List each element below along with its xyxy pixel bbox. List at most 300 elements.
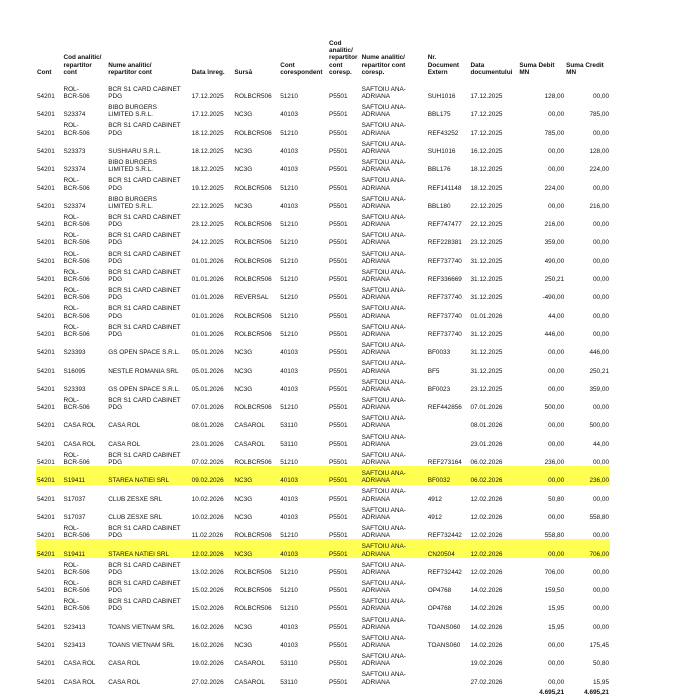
cell-nr-document: REF737740 xyxy=(427,294,462,302)
cell-cont: 54201 xyxy=(36,466,62,484)
cell-data-document: 22.12.2025 xyxy=(470,221,503,229)
cell-suma-debit: 00,00 xyxy=(548,147,565,155)
cell-suma-credit: 00,00 xyxy=(593,330,609,338)
cell-nume-coresp: SAFTOIU ANA- ADRIANA xyxy=(361,579,406,595)
cell-suma-debit: 00,00 xyxy=(548,440,565,448)
cell-cod-coresp: P5501 xyxy=(329,312,348,320)
cell-cont: 54201 xyxy=(37,239,55,247)
cell-data-document: 22.12.2025 xyxy=(470,202,503,210)
cell-sursa: CASAROL xyxy=(234,440,265,448)
cell-nume-coresp: SAFTOIU ANA- ADRIANA xyxy=(361,213,406,229)
cell-cont-corespondent: 51210 xyxy=(280,312,298,320)
cell-cont-corespondent: 40103 xyxy=(279,466,328,484)
cell-suma-debit: 00,00 xyxy=(548,660,565,668)
cell-nume-coresp: SAFTOIU ANA- ADRIANA xyxy=(361,451,406,467)
cell-data-inreg: 23.12.2025 xyxy=(191,221,224,229)
cell-sursa: NC3G xyxy=(234,623,253,631)
cell-nr-document xyxy=(427,668,470,686)
cell-suma-credit: 00,00 xyxy=(593,495,609,503)
cell-cont: 54201 xyxy=(37,513,55,521)
cell-nume-analitic: CLUB ZESXE SRL xyxy=(108,495,163,503)
table-row xyxy=(36,430,610,448)
cell-suma-credit: 500,00 xyxy=(589,422,609,430)
cell-cod-analitic: ROL- BCR-506 xyxy=(63,287,90,302)
cell-sursa: ROLBCR506 xyxy=(234,93,272,101)
cell-nr-document: SUH1016 xyxy=(427,147,456,155)
cell-cont: 54201 xyxy=(37,367,55,375)
cell-data-inreg: 16.02.2026 xyxy=(191,642,224,649)
cell-data-document: 12.02.2026 xyxy=(470,513,503,521)
cell-data-inreg: 05.01.2026 xyxy=(191,385,224,393)
cell-sursa: ROLBCR506 xyxy=(234,312,272,320)
cell-nume-coresp: SAFTOIU ANA- ADRIANA xyxy=(361,342,406,357)
cell-cod-coresp: P5501 xyxy=(329,385,348,393)
cell-cont-corespondent: 51210 xyxy=(280,568,298,576)
cell-cont: 54201 xyxy=(37,276,55,284)
total-debit: 4.695,21 xyxy=(539,688,565,696)
cell-suma-debit: -490,00 xyxy=(542,294,565,302)
cell-suma-credit: 236,00 xyxy=(565,466,610,484)
cell-suma-debit: 250,21 xyxy=(544,276,565,284)
cell-data-document: 31.12.2025 xyxy=(470,367,503,375)
cell-sursa: ROLBCR506 xyxy=(234,330,272,338)
cell-data-document: 17.12.2025 xyxy=(470,111,503,119)
cell-sursa: NC3G xyxy=(234,367,253,375)
cell-suma-credit: 359,00 xyxy=(589,385,609,393)
cell-cont: 54201 xyxy=(37,568,55,576)
cell-data-document: 23.12.2025 xyxy=(470,385,503,393)
cell-cont: 54201 xyxy=(37,678,55,686)
cell-suma-debit: 558,80 xyxy=(544,532,565,540)
cell-nume-analitic: NESTLE ROMANIA SRL xyxy=(108,367,179,375)
cell-data-inreg: 01.01.2026 xyxy=(191,294,224,302)
table-row xyxy=(36,356,610,374)
cell-data-inreg: 07.02.2026 xyxy=(191,459,224,467)
cell-data-inreg: 05.01.2026 xyxy=(191,367,224,375)
cell-nume-analitic: TOANS VIETNAM SRL xyxy=(108,623,175,631)
cell-suma-credit: 00,00 xyxy=(593,184,609,192)
cell-nume-coresp: SAFTOIU ANA- ADRIANA xyxy=(361,466,427,484)
table-row xyxy=(36,265,610,283)
cell-cod-coresp: P5501 xyxy=(329,276,348,284)
cell-suma-debit: 785,00 xyxy=(544,129,565,137)
cell-cod-analitic: ROL- BCR-506 xyxy=(63,305,90,320)
cell-suma-debit: 236,00 xyxy=(544,459,565,467)
cell-cont: 54201 xyxy=(37,166,55,174)
header-nume-analitic: Nume analitic/ repartitor cont xyxy=(108,61,152,76)
cell-data-inreg: 10.02.2026 xyxy=(191,513,224,521)
table-row xyxy=(36,283,610,301)
cell-nume-coresp: SAFTOIU ANA- ADRIANA xyxy=(361,268,406,284)
cell-cont-corespondent: 53110 xyxy=(280,422,298,430)
cell-cont-corespondent: 51210 xyxy=(280,459,298,467)
cell-suma-debit: 500,00 xyxy=(544,404,565,412)
cell-suma-credit: 128,00 xyxy=(589,147,609,155)
cell-cont: 54201 xyxy=(37,202,55,210)
header-cont-corespondent: Cont corespondent xyxy=(280,61,323,76)
cell-data-inreg: 16.02.2026 xyxy=(191,623,224,631)
cell-suma-debit: 00,00 xyxy=(518,466,565,484)
cell-cod-analitic: S23374 xyxy=(63,111,86,119)
cell-cod-coresp: P5501 xyxy=(329,678,348,686)
cell-suma-credit: 224,00 xyxy=(589,166,609,174)
cell-data-inreg: 18.12.2025 xyxy=(191,129,224,137)
cell-cont: 54201 xyxy=(37,422,55,430)
cell-cont-corespondent: 40103 xyxy=(280,385,298,393)
total-credit: 4.695,21 xyxy=(584,688,609,696)
cell-data-inreg: 22.12.2025 xyxy=(191,202,224,210)
cell-nr-document: 4912 xyxy=(427,513,442,521)
cell-nr-document: REF141148 xyxy=(427,184,462,192)
cell-data-document: 31.12.2025 xyxy=(470,276,503,284)
cell-sursa: NC3G xyxy=(234,495,253,503)
cell-data-inreg: 27.02.2026 xyxy=(191,678,224,686)
cell-suma-debit: 00,00 xyxy=(548,202,565,210)
cell-data-inreg: 05.01.2026 xyxy=(191,349,224,357)
cell-cod-coresp: P5501 xyxy=(328,466,361,484)
table-row xyxy=(36,119,610,137)
cell-cont-corespondent: 51210 xyxy=(280,129,298,137)
cell-nume-coresp: SAFTOIU ANA- ADRIANA xyxy=(361,323,406,338)
cell-data-document: 27.02.2026 xyxy=(470,678,503,686)
table-row xyxy=(36,210,610,228)
cell-sursa: ROLBCR506 xyxy=(234,605,272,613)
cell-nume-coresp: SAFTOIU ANA- ADRIANA xyxy=(361,634,406,649)
cell-nume-analitic: GS OPEN SPACE S.R.L. xyxy=(108,349,180,357)
cell-data-document: 17.12.2025 xyxy=(470,93,503,101)
cell-cont: 54201 xyxy=(37,623,55,631)
cell-nr-document: TOANS060 xyxy=(427,642,461,649)
cell-data-inreg: 17.12.2025 xyxy=(191,93,224,101)
cell-suma-credit: 00,00 xyxy=(593,129,609,137)
cell-cod-coresp: P5501 xyxy=(329,129,348,137)
cell-cod-analitic: S23413 xyxy=(63,642,86,649)
table-row xyxy=(36,558,610,576)
table-row xyxy=(36,247,610,265)
cell-nume-coresp: SAFTOIU ANA- ADRIANA xyxy=(361,539,427,557)
cell-cont-corespondent: 51210 xyxy=(280,257,298,265)
table-row xyxy=(36,539,610,557)
cell-nr-document: REF732442 xyxy=(427,532,462,540)
table-row xyxy=(36,338,610,356)
cell-data-document: 31.12.2025 xyxy=(470,330,503,338)
cell-cont-corespondent: 51210 xyxy=(280,221,298,229)
cell-sursa: NC3G xyxy=(234,349,253,357)
cell-suma-debit: 706,00 xyxy=(544,568,565,576)
cell-data-document: 23.12.2025 xyxy=(470,239,503,247)
cell-nume-analitic: BIBO BURGERS LIMITED S.R.L. xyxy=(108,104,157,119)
cell-sursa: ROLBCR506 xyxy=(234,459,272,467)
cell-suma-credit: 00,00 xyxy=(593,587,609,595)
header-data-inreg: Data înreg. xyxy=(191,68,225,76)
cell-nume-analitic: BCR S1 CARD CABINET PDG xyxy=(108,598,181,613)
cell-nume-analitic: BCR S1 CARD CABINET PDG xyxy=(108,177,181,192)
cell-cont-corespondent: 51210 xyxy=(280,276,298,284)
cell-sursa: ROLBCR506 xyxy=(234,221,272,229)
cell-data-inreg: 11.02.2026 xyxy=(191,532,224,540)
cell-cont-corespondent: 53110 xyxy=(280,440,298,448)
cell-cod-coresp: P5501 xyxy=(329,404,348,412)
cell-sursa: ROLBCR506 xyxy=(234,257,272,265)
cell-data-inreg: 01.01.2026 xyxy=(191,257,224,265)
cell-suma-credit: 00,00 xyxy=(593,532,609,540)
cell-nume-analitic: CASA ROL xyxy=(108,422,141,430)
cell-nume-analitic: BCR S1 CARD CABINET PDG xyxy=(108,451,181,467)
cell-suma-credit: 00,00 xyxy=(593,257,609,265)
cell-data-inreg: 01.01.2026 xyxy=(191,330,224,338)
table-row xyxy=(36,448,610,466)
ledger-table xyxy=(36,24,610,696)
cell-nume-coresp: SAFTOIU ANA- ADRIANA xyxy=(361,488,406,503)
cell-cont: 54201 xyxy=(36,539,62,557)
cell-nume-analitic: BCR S1 CARD CABINET PDG xyxy=(108,287,181,302)
cell-nr-document xyxy=(427,411,470,429)
cell-cont: 54201 xyxy=(37,111,55,119)
cell-nr-document: REF273164 xyxy=(427,459,462,467)
cell-cod-analitic: ROL- BCR-506 xyxy=(63,213,90,229)
cell-suma-debit: 00,00 xyxy=(518,539,565,557)
table-row xyxy=(36,137,610,155)
cell-sursa: ROLBCR506 xyxy=(234,129,272,137)
cell-nume-coresp: SAFTOIU ANA- ADRIANA xyxy=(361,561,406,576)
cell-suma-debit: 15,95 xyxy=(548,623,565,631)
cell-cod-analitic: ROL- BCR-506 xyxy=(63,451,90,467)
cell-cod-analitic: S23393 xyxy=(63,385,86,393)
cell-nume-coresp: SAFTOIU ANA- ADRIANA xyxy=(361,671,406,686)
cell-nume-analitic: BIBO BURGERS LIMITED S.R.L. xyxy=(108,159,157,174)
cell-suma-credit: 44,00 xyxy=(593,440,609,448)
cell-cont: 54201 xyxy=(37,459,55,467)
cell-suma-debit: 490,00 xyxy=(544,257,565,265)
cell-nume-coresp: SAFTOIU ANA- ADRIANA xyxy=(361,616,406,631)
cell-nume-analitic: BCR S1 CARD CABINET PDG xyxy=(108,561,181,576)
table-row xyxy=(36,594,610,612)
cell-cod-analitic: S19411 xyxy=(62,466,107,484)
table-row xyxy=(36,155,610,173)
cell-sursa: ROLBCR506 xyxy=(234,587,272,595)
header-cont: Cont xyxy=(37,68,52,76)
cell-cod-coresp: P5501 xyxy=(329,587,348,595)
cell-nume-analitic: BCR S1 CARD CABINET PDG xyxy=(108,525,181,540)
cell-cod-coresp: P5501 xyxy=(329,93,348,101)
cell-sursa: ROLBCR506 xyxy=(234,532,272,540)
cell-nr-document: CN20504 xyxy=(427,539,470,557)
cell-nume-analitic: BCR S1 CARD CABINET PDG xyxy=(108,305,181,320)
cell-cont-corespondent: 40103 xyxy=(280,147,298,155)
cell-data-document: 31.12.2025 xyxy=(470,257,503,265)
cell-nr-document: REF737740 xyxy=(427,257,462,265)
cell-cod-analitic: CASA ROL xyxy=(63,678,96,686)
cell-data-inreg: 17.12.2025 xyxy=(191,111,224,119)
cell-data-document: 14.02.2026 xyxy=(470,642,503,649)
cell-data-inreg: 23.01.2026 xyxy=(191,440,224,448)
cell-data-inreg: 18.12.2025 xyxy=(191,147,224,155)
cell-suma-credit: 00,00 xyxy=(593,239,609,247)
cell-cont: 54201 xyxy=(37,349,55,357)
cell-cod-coresp: P5501 xyxy=(329,111,348,119)
header-sursa: Sursă xyxy=(234,68,253,76)
cell-cont: 54201 xyxy=(37,294,55,302)
cell-nume-coresp: SAFTOIU ANA- ADRIANA xyxy=(361,378,406,393)
cell-suma-credit: 216,00 xyxy=(589,202,609,210)
cell-cod-analitic: CASA ROL xyxy=(63,660,96,668)
cell-sursa: ROLBCR506 xyxy=(234,404,272,412)
cell-cont: 54201 xyxy=(37,404,55,412)
cell-suma-debit: 00,00 xyxy=(548,349,565,357)
cell-nume-analitic: BCR S1 CARD CABINET PDG xyxy=(108,85,181,101)
cell-suma-credit: 00,00 xyxy=(593,93,609,101)
table-row xyxy=(36,613,610,631)
cell-cont-corespondent: 51210 xyxy=(280,93,298,101)
cell-data-inreg: 08.01.2026 xyxy=(191,422,224,430)
table-row xyxy=(36,100,610,118)
header-nume-analitic-coresp: Nume analitic/ repartitor cont coresp. xyxy=(361,54,406,76)
cell-cod-coresp: P5501 xyxy=(329,459,348,467)
cell-cod-analitic: S23374 xyxy=(63,166,86,174)
cell-cod-coresp: P5501 xyxy=(329,642,348,649)
cell-nume-coresp: SAFTOIU ANA- ADRIANA xyxy=(361,525,406,540)
cell-cont-corespondent: 40103 xyxy=(280,623,298,631)
cell-nr-document: REF732442 xyxy=(427,568,462,576)
cell-cont-corespondent: 51210 xyxy=(280,184,298,192)
cell-cont: 54201 xyxy=(37,605,55,613)
table-row xyxy=(36,82,610,100)
cell-cod-coresp: P5501 xyxy=(329,294,348,302)
cell-nr-document: REF228381 xyxy=(427,239,462,247)
cell-cod-coresp: P5501 xyxy=(329,532,348,540)
cell-data-document: 17.12.2025 xyxy=(470,129,503,137)
cell-cod-analitic: ROL- BCR-506 xyxy=(63,561,90,576)
cell-suma-credit: 00,00 xyxy=(593,568,609,576)
cell-sursa: NC3G xyxy=(234,166,253,174)
table-row xyxy=(36,649,610,667)
cell-nume-coresp: SAFTOIU ANA- ADRIANA xyxy=(361,396,406,412)
cell-nume-coresp: SAFTOIU ANA- ADRIANA xyxy=(361,177,406,192)
cell-cont: 54201 xyxy=(37,221,55,229)
cell-nr-document: REF336669 xyxy=(427,276,462,284)
cell-cod-coresp: P5501 xyxy=(329,568,348,576)
cell-cont-corespondent: 51210 xyxy=(280,404,298,412)
cell-data-inreg: 13.02.2026 xyxy=(191,568,224,576)
cell-nr-document: BF0032 xyxy=(427,466,470,484)
cell-cod-analitic: ROL- BCR-506 xyxy=(63,598,90,613)
cell-cod-analitic: ROL- BCR-506 xyxy=(63,122,90,137)
cell-cod-analitic: ROL- BCR-506 xyxy=(63,396,90,412)
cell-cod-coresp: P5501 xyxy=(329,257,348,265)
cell-nr-document: 4912 xyxy=(427,495,442,503)
cell-cont: 54201 xyxy=(37,495,55,503)
cell-suma-credit: 00,00 xyxy=(593,404,609,412)
cell-nume-analitic: STAREA NATIEI SRL xyxy=(107,539,190,557)
cell-suma-credit: 250,21 xyxy=(589,367,609,375)
table-row xyxy=(36,320,610,338)
cell-sursa: NC3G xyxy=(234,111,253,119)
header-nr-document: Nr. Document Extern xyxy=(427,54,459,76)
cell-cod-coresp: P5501 xyxy=(329,239,348,247)
cell-cod-coresp: P5501 xyxy=(329,513,348,521)
cell-cod-coresp: P5501 xyxy=(329,440,348,448)
cell-cont-corespondent: 53110 xyxy=(280,678,298,686)
cell-cont-corespondent: 53110 xyxy=(280,660,298,668)
cell-data-document: 12.02.2026 xyxy=(470,495,503,503)
cell-suma-credit: 00,00 xyxy=(593,276,609,284)
cell-cont-corespondent: 40103 xyxy=(280,513,298,521)
cell-cont: 54201 xyxy=(37,532,55,540)
cell-nume-coresp: SAFTOIU ANA- ADRIANA xyxy=(361,506,406,521)
cell-cod-coresp: P5501 xyxy=(329,202,348,210)
cell-suma-debit: 15,95 xyxy=(548,605,565,613)
cell-nume-analitic: CASA ROL xyxy=(108,440,141,448)
table-row xyxy=(36,466,610,484)
cell-cod-analitic: S16095 xyxy=(63,367,86,375)
cell-nume-coresp: SAFTOIU ANA- ADRIANA xyxy=(361,159,406,174)
cell-cont: 54201 xyxy=(37,129,55,137)
cell-data-document: 12.02.2026 xyxy=(470,532,503,540)
cell-nume-analitic: BCR S1 CARD CABINET PDG xyxy=(108,122,181,137)
table-row xyxy=(36,503,610,521)
cell-cod-coresp: P5501 xyxy=(329,422,348,430)
cell-nume-coresp: SAFTOIU ANA- ADRIANA xyxy=(361,653,406,668)
cell-suma-credit: 706,00 xyxy=(565,539,610,557)
cell-nume-coresp: SAFTOIU ANA- ADRIANA xyxy=(361,360,406,375)
cell-nume-analitic: BIBO BURGERS LIMITED S.R.L. xyxy=(108,195,157,210)
cell-cod-analitic: ROL- BCR-506 xyxy=(63,85,90,101)
cell-suma-debit: 00,00 xyxy=(548,166,565,174)
cell-nr-document xyxy=(427,649,470,667)
cell-nr-document: SUH1016 xyxy=(427,93,456,101)
cell-cod-coresp: P5501 xyxy=(329,495,348,503)
cell-data-document: 06.02.2026 xyxy=(470,459,503,467)
cell-data-inreg: 24.12.2025 xyxy=(191,239,224,247)
cell-suma-debit: 00,00 xyxy=(548,642,565,649)
cell-suma-credit: 00,00 xyxy=(593,294,609,302)
cell-cod-analitic: S23393 xyxy=(63,349,86,357)
cell-cod-analitic: ROL- BCR-506 xyxy=(63,323,90,338)
cell-nume-analitic: BCR S1 CARD CABINET PDG xyxy=(108,232,181,247)
table-row xyxy=(36,521,610,539)
cell-sursa: CASAROL xyxy=(234,422,265,430)
table-row xyxy=(36,576,610,594)
cell-suma-debit: 00,00 xyxy=(548,422,565,430)
table-row xyxy=(36,173,610,191)
table-row xyxy=(36,393,610,411)
cell-cod-analitic: S23413 xyxy=(63,623,86,631)
cell-cod-coresp: P5501 xyxy=(329,166,348,174)
cell-nr-document: BF5 xyxy=(427,367,440,375)
cell-suma-credit: 785,00 xyxy=(589,111,609,119)
header-suma-debit: Suma Debit MN xyxy=(519,61,555,76)
cell-sursa: NC3G xyxy=(234,385,253,393)
cell-data-document: 14.02.2026 xyxy=(470,587,503,595)
cell-suma-debit: 00,00 xyxy=(548,367,565,375)
cell-cod-analitic: ROL- BCR-506 xyxy=(63,268,90,284)
cell-data-inreg: 09.02.2026 xyxy=(191,466,234,484)
cell-suma-credit: 00,00 xyxy=(593,605,609,613)
cell-suma-debit: 50,80 xyxy=(548,495,565,503)
cell-cod-analitic: CASA ROL xyxy=(63,422,96,430)
table-row xyxy=(36,411,610,429)
cell-nume-coresp: SAFTOIU ANA- ADRIANA xyxy=(361,104,406,119)
cell-nr-document: REF442856 xyxy=(427,404,462,412)
cell-cod-coresp: P5501 xyxy=(329,147,348,155)
cell-sursa: ROLBCR506 xyxy=(234,184,272,192)
cell-suma-debit: 159,50 xyxy=(544,587,565,595)
cell-nume-coresp: SAFTOIU ANA- ADRIANA xyxy=(361,305,406,320)
cell-nr-document xyxy=(427,430,470,448)
cell-cont: 54201 xyxy=(37,330,55,338)
cell-sursa: NC3G xyxy=(234,202,253,210)
cell-cod-analitic: S23373 xyxy=(63,147,86,155)
